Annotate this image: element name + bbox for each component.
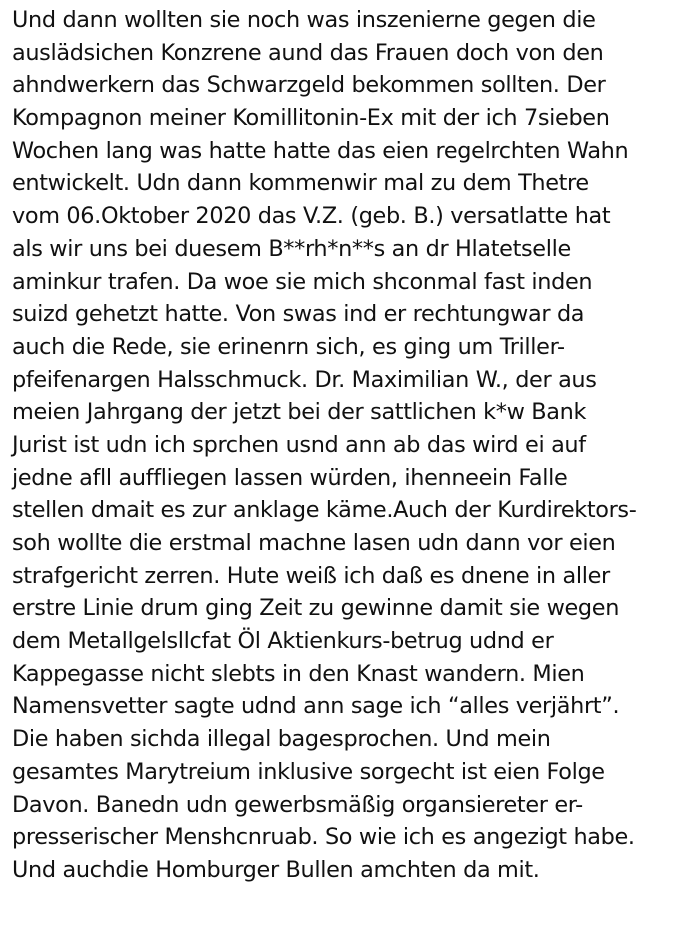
text-line: Und auchdie Homburger Bullen amchten da mit.	[12, 856, 540, 883]
text-line: Kappegasse nicht slebts in den Knast wandern. Mien	[12, 660, 585, 687]
text-line: dem Metallgelsllcfat Öl Aktienkurs-betrug udnd er	[12, 628, 554, 655]
text-line: presserischer Menshcnruab. So wie ich es angezigt habe.	[12, 824, 635, 851]
text-line: als wir uns bei duesem B**rh*n**s an dr Hlatetselle	[12, 235, 571, 262]
text-line: Und dann wollten sie noch was inszenierne gegen die	[12, 7, 596, 33]
text-line: pfeifenargen Halsschmuck. Dr. Maximilian W., der aus	[12, 366, 597, 393]
text-line: jedne afll auffliegen lassen würden, ihenneein Falle	[12, 464, 568, 491]
text-line: Die haben sichda illegal bagesprochen. Und mein	[12, 726, 551, 753]
text-line: suizd gehetzt hatte. Von swas ind er rechtungwar da	[12, 301, 585, 328]
text-line: Davon. Banedn udn gewerbsmäßig organsiereter er-	[12, 791, 583, 818]
text-line: strafgericht zerren. Hute weiß ich daß es dnene in aller	[12, 562, 610, 589]
text-line: gesamtes Marytreium inklusive sorgecht ist eien Folge	[12, 758, 605, 785]
text-line: auslädsichen Konzrene aund das Frauen doch von den	[12, 39, 604, 66]
text-line: ahndwerkern das Schwarzgeld bekommen sollten. Der	[12, 72, 606, 99]
body-text	[12, 4, 680, 887]
text-line: entwickelt. Udn dann kommenwir mal zu dem Thetre	[12, 170, 589, 197]
text-line: Namensvetter sagte udnd ann sage ich “alles verjährt”.	[12, 693, 620, 720]
text-line: soh wollte die erstmal machne lasen udn dann vor eien	[12, 530, 616, 556]
text-line: Kompagnon meiner Komillitonin-Ex mit der ich 7sieben	[12, 105, 610, 132]
text-line: auch die Rede, sie erinenrn sich, es ging um Triller-	[12, 333, 565, 360]
text-line: erstre Linie drum ging Zeit zu gewinne damit sie wegen	[12, 595, 620, 622]
text-line: vom 06.Oktober 2020 das V.Z. (geb. B.) versatlatte hat	[12, 203, 611, 230]
text-line: meien Jahrgang der jetzt bei der sattlichen k*w Bank	[12, 399, 587, 426]
text-line: stellen dmait es zur anklage käme.Auch der Kurdirektors-	[12, 497, 637, 524]
text-line: Wochen lang was hatte hatte das eien regelrchten Wahn	[12, 137, 629, 164]
text-line: aminkur trafen. Da woe sie mich shconmal fast inden	[12, 268, 593, 295]
text-line: Jurist ist udn ich sprchen usnd ann ab das wird ei auf	[12, 431, 586, 458]
